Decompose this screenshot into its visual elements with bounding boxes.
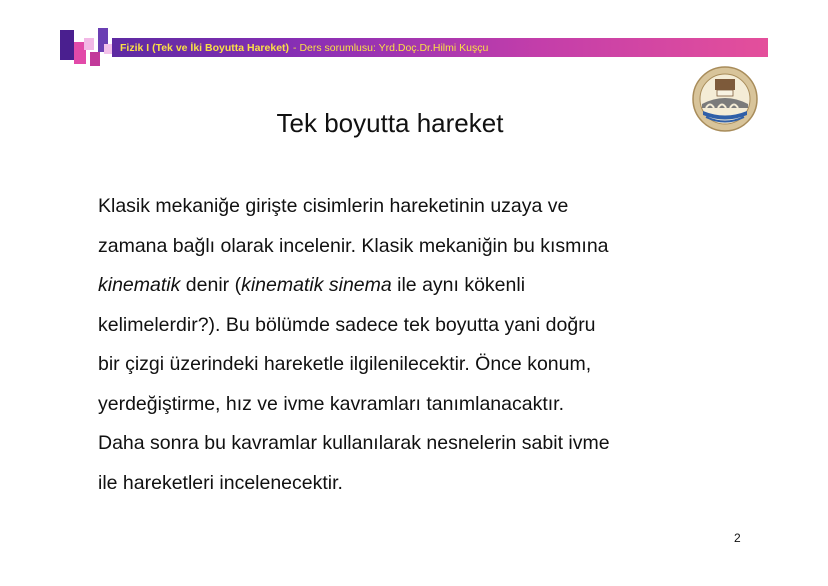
body-line: bir çizgi üzerindeki hareketle ilgilenilecektir. Önce konum,	[98, 353, 592, 375]
body-line: zamana bağlı olarak incelenir. Klasik mekaniğin bu kısmına	[98, 234, 609, 257]
emphasis-term: kinematik	[98, 274, 181, 296]
body-line: Daha sonra bu kavramlar kullanılarak nesnelerin sabit ivme	[98, 432, 610, 454]
page-number: 2	[734, 531, 741, 545]
body-line	[98, 266, 738, 306]
body-line: Klasik mekaniğe girişte cisimlerin hareketinin uzaya ve	[98, 195, 569, 217]
logo-square	[90, 52, 100, 66]
body-text-span: ile aynı kökenli	[391, 274, 526, 296]
body-line: kelimelerdir?). Bu bölümde sadece tek boyutta yani doğru	[98, 313, 596, 336]
logo-square	[84, 38, 94, 50]
header-bar	[112, 38, 768, 57]
slide-title: Tek boyutta hareket	[276, 108, 504, 138]
body-text-span: denir (	[180, 274, 242, 296]
logo-square	[60, 30, 74, 60]
body-line: ile hareketleri incelenecektir.	[98, 471, 343, 494]
emphasis-term: kinematik sinema	[241, 274, 392, 296]
body-line: yerdeğiştirme, hız ve ivme kavramları tanımlanacaktır.	[98, 392, 564, 415]
instructor-info: - Ders sorumlusu: Yrd.Doç.Dr.Hilmi Kuşçu	[293, 41, 489, 54]
course-title: Fizik I (Tek ve İki Boyutta Hareket)	[120, 41, 290, 54]
logo-square	[104, 44, 112, 54]
slide-body	[98, 187, 738, 503]
